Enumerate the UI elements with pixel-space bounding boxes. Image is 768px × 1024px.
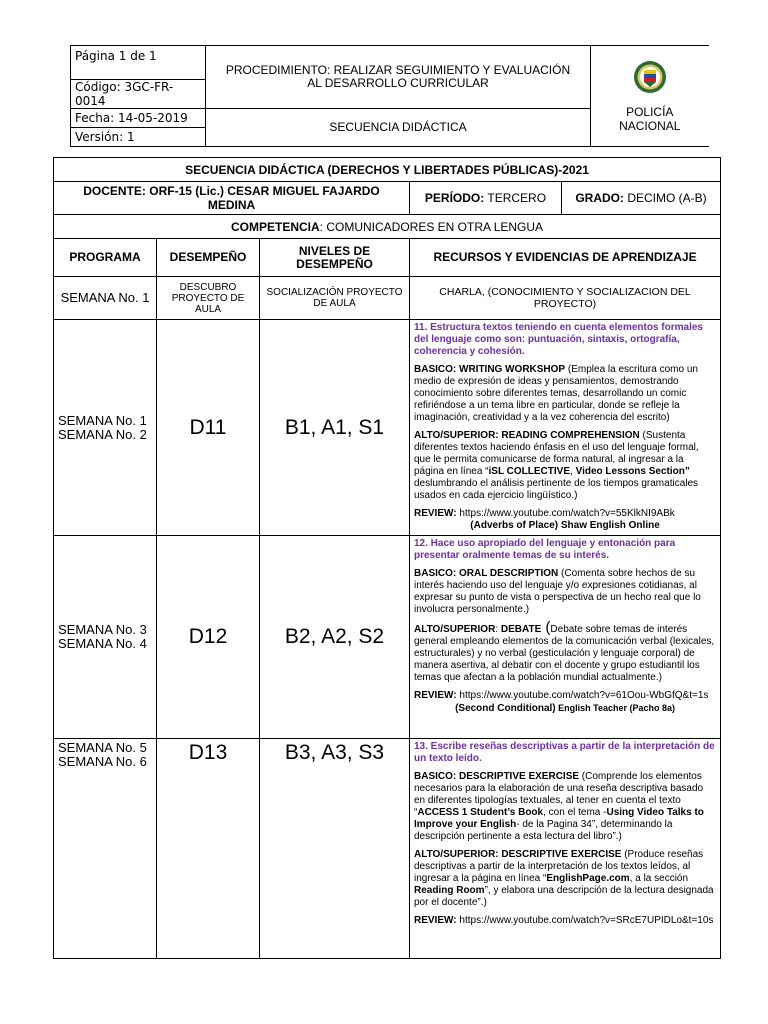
institution-name: POLICÍA NACIONAL: [619, 104, 681, 133]
basic-activity: [414, 771, 716, 843]
row-recursos: [410, 536, 721, 739]
advanced-label: ALTO/SUPERIOR: [414, 624, 496, 635]
row-niveles: B2, A2, S2: [260, 536, 410, 739]
review-title-main: (Second Conditional): [455, 703, 556, 714]
header-programa: PROGRAMA: [54, 239, 157, 277]
table-row: [54, 320, 721, 536]
table-row: [54, 739, 721, 959]
review-label: REVIEW:: [414, 508, 457, 519]
header-desempeno: DESEMPEÑO: [157, 239, 260, 277]
advanced-text: (Produce reseñas descriptivas a partir de la interpretación de los textos leídos, al ingresar a la página en línea “: [414, 849, 704, 884]
table-row: [54, 277, 721, 320]
grade-cell: [562, 182, 721, 215]
week-label: SEMANA No. 4: [58, 636, 147, 651]
advanced-resource: Reading Room: [414, 885, 485, 896]
basic-activity: [414, 364, 716, 424]
period-cell: [410, 182, 562, 215]
row-niveles: SOCIALIZACIÓN PROYECTO DE AULA: [260, 277, 410, 320]
advanced-label: ALTO/SUPERIOR: DESCRIPTIVE EXERCISE: [414, 849, 622, 860]
advanced-activity: [414, 430, 716, 502]
advanced-resource: iSL COLLECTIVE: [488, 466, 571, 477]
table-row: [54, 536, 721, 739]
review-link[interactable]: https://www.youtube.com/watch?v=55KlkNI9ABk: [456, 508, 675, 519]
competence-cell: [54, 215, 721, 239]
advanced-label: ALTO/SUPERIOR: READING COMPREHENSION: [414, 430, 640, 441]
basic-label: BASICO: DESCRIPTIVE EXERCISE: [414, 771, 580, 782]
period-label: PERÍODO:: [424, 191, 485, 205]
teacher-name: DOCENTE: ORF-15 (Lic.) CESAR MIGUEL FAJARDO MEDINA: [54, 182, 410, 215]
basic-resource: Using Video Talks to Improve your English: [414, 807, 704, 830]
row-desempeno: D12: [157, 536, 260, 739]
week-label: SEMANA No. 3: [58, 622, 147, 637]
week-label: SEMANA No. 2: [58, 426, 147, 442]
review-link[interactable]: https://www.youtube.com/watch?v=SRcE7UPIDLo&t=10s: [456, 915, 714, 926]
advanced-text: (Sustenta diferentes textos haciendo énfasis en el uso del lenguaje formal, que le permita comunicarse de forma natural, al ingresar a la página en línea “: [414, 430, 699, 477]
advanced-text: :: [495, 624, 501, 635]
row-desempeno: D13: [157, 739, 260, 959]
row-programa: [54, 536, 157, 739]
advanced-text: (: [541, 619, 551, 636]
review-title: [414, 702, 716, 715]
advanced-text: deslumbrando el análisis pertinente de los tiempos gramaticales usados en cada ejercicio lingüístico.): [414, 478, 699, 501]
row-programa: [54, 739, 157, 959]
basic-text: , con el tema -: [543, 807, 607, 818]
competence-value: : COMUNICADORES EN OTRA LENGUA: [319, 219, 544, 234]
grade-value: DECIMO (A-B): [624, 191, 707, 205]
review-link[interactable]: https://www.youtube.com/watch?v=61Oou-WbGfQ&t=1s: [456, 690, 709, 701]
row-recursos: CHARLA, (CONOCIMIENTO Y SOCIALIZACION DEL PROYECTO): [410, 277, 721, 320]
basic-text: (Comenta sobre hechos de su interés haciendo uso del lenguaje y/o expresiones cotidianas, al expresar su punto de vista o perspectiva de un hecho real que lo involucra personalmente.): [414, 568, 701, 615]
row-programa: [54, 320, 157, 536]
advanced-text: , a la sección: [629, 873, 689, 884]
document-version: Versión: 1: [71, 128, 206, 147]
didactic-sequence-table: [53, 157, 721, 959]
objective-text: 11. Estructura textos teniendo en cuenta elementos formales del lenguaje como son: puntuación, sintaxis, ortografía, coherencia y cohesión.: [414, 322, 703, 357]
header-niveles: NIVELES DE DESEMPEÑO: [260, 239, 410, 277]
row-programa: SEMANA No. 1: [54, 277, 157, 320]
basic-text: - de la Pagina 34”, determinando la descripción pertinente a esta lectura del libro”.): [414, 819, 673, 842]
police-emblem-icon: [633, 60, 667, 94]
advanced-text: ”, y elabora una descripción de la lectura designada por el docente”.): [414, 885, 714, 908]
review-block: [414, 690, 716, 715]
review-title-source: English Teacher (Pacho 8a): [555, 703, 675, 713]
objective-text: 12. Hace uso apropiado del lenguaje y entonación para presentar oralmente temas de su interés.: [414, 538, 676, 561]
basic-label: BASICO: WRITING WORKSHOP: [414, 364, 566, 375]
advanced-text: ,: [570, 466, 576, 477]
review-block: [414, 915, 716, 927]
row-recursos: [410, 739, 721, 959]
page-number: Página 1 de 1: [71, 46, 206, 80]
document-header: [70, 45, 709, 147]
week-label: SEMANA No. 6: [58, 754, 147, 769]
header-recursos: RECURSOS Y EVIDENCIAS DE APRENDIZAJE: [410, 239, 721, 277]
basic-text: (Comprende los elementos necesarios para la elaboración de una reseña descriptiva basado en diferentes tipologías textuales, al tener en cuenta el texto “: [414, 771, 704, 818]
document-code: Código: 3GC-FR-0014: [71, 80, 206, 109]
advanced-resource: EnglishPage.com: [546, 873, 630, 884]
row-desempeno: D11: [157, 320, 260, 536]
review-label: REVIEW:: [414, 690, 457, 701]
advanced-activity: [414, 849, 716, 909]
basic-activity: [414, 568, 716, 616]
review-label: REVIEW:: [414, 915, 457, 926]
period-value: TERCERO: [484, 191, 547, 205]
advanced-resource: Video Lessons Section”: [575, 466, 690, 477]
objective-text: 13. Escribe reseñas descriptivas a partir de la interpretación de un texto leído.: [414, 741, 715, 764]
document-date: Fecha: 14-05-2019: [71, 109, 206, 128]
advanced-text: Debate sobre temas de interés general empleando elementos de la comunicación verbal (lexicales, estructurales) y no verbal (gesticulación y lenguaje corporal) de manera asertiva, al debatir con el docente y grupo estudiantil los temas que afectan a la población mundial actualmente.): [414, 624, 715, 683]
advanced-title: DEBATE: [500, 624, 542, 635]
table-title: SECUENCIA DIDÁCTICA (DERECHOS Y LIBERTADES PÚBLICAS)-2021: [54, 158, 721, 182]
review-title: (Adverbs of Place) Shaw English Online: [470, 520, 660, 531]
document-type: SECUENCIA DIDÁCTICA: [206, 109, 591, 147]
week-label: SEMANA No. 1: [58, 412, 147, 428]
row-recursos: [410, 320, 721, 536]
review-block: [414, 508, 716, 532]
week-label: SEMANA No. 5: [58, 740, 147, 755]
institution-logo-cell: [591, 46, 709, 147]
basic-text: (Emplea la escritura como un medio de expresión de ideas y pensamientos, demostrando conocimiento sobre diferentes temas, desarrollando un comic refiriéndose a un tema libre en particular, donde se refleje la imaginación, creatividad y a la vez coherencia del escrito): [414, 364, 698, 423]
row-desempeno: DESCUBRO PROYECTO DE AULA: [157, 277, 260, 320]
procedure-title: PROCEDIMIENTO: REALIZAR SEGUIMIENTO Y EVALUACIÓN AL DESARROLLO CURRICULAR: [206, 46, 591, 109]
advanced-activity: [414, 619, 716, 684]
competence-label: COMPETENCIA: [231, 219, 320, 234]
row-niveles: B1, A1, S1: [260, 320, 410, 536]
grade-label: GRADO:: [575, 191, 625, 205]
basic-label: BASICO: ORAL DESCRIPTION: [414, 568, 559, 579]
row-niveles: B3, A3, S3: [260, 739, 410, 959]
basic-resource: ACCESS 1 Student’s Book: [417, 807, 544, 818]
column-headers: [54, 239, 721, 277]
